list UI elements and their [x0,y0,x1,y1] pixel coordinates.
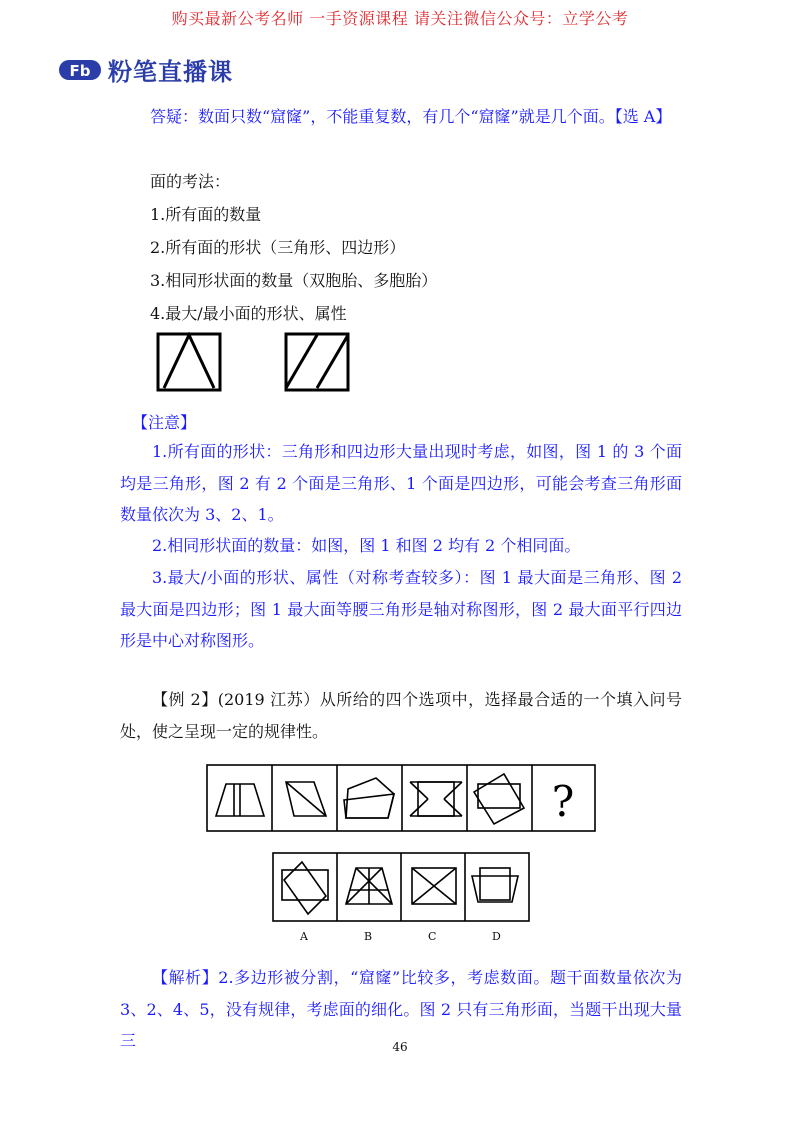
notice-paragraph-2: 2.相同形状面的数量：如图，图 1 和图 2 均有 2 个相同面。 [152,536,581,555]
method-item: 4.最大/最小面的形状、属性 [150,304,347,323]
notice-heading: 【注意】 [132,413,197,432]
method-item: 2.所有面的形状（三角形、四边形） [150,238,406,257]
notice-paragraph-3: 3.最大/小面的形状、属性（对称考查较多）：图 1 最大面是三角形、图 2 最大面是四边形；图 1 最大面等腰三角形是轴对称图形，图 2 最大面平行四边形是中心对称图形。 [120,568,682,650]
option-label-d: D [492,930,501,943]
answer-note: 答疑：数面只数“窟窿”，不能重复数，有几个“窟窿”就是几个面。【选 A】 [150,107,672,126]
logo-text: 粉笔直播课 [108,58,233,86]
question-mark: ? [551,777,575,826]
example-text: 【例 2】(2019 江苏）从所给的四个选项中，选择最合适的一个填入问号处，使之呈现一定的规律性。 [120,690,682,741]
option-label-b: B [364,930,373,943]
option-label-a: A [300,930,308,943]
notice-paragraph-1: 1.所有面的形状：三角形和四边形大量出现时考虑，如图，图 1 的 3 个面均是三角形，图 2 有 2 个面是三角形、1 个面是四边形，可能会考查三角形面数量依次为 3、2、1。 [120,442,682,524]
logo-mark-text: Fb [69,61,91,80]
figure-2 [284,332,354,394]
option-label-c: C [428,930,437,943]
logo [58,52,233,87]
analysis-text: 【解析】2.多边形被分割，“窟窿”比较多，考虑数面。题干面数量依次为3、2、4、5，没有规律，考虑面的细化。图 2 只有三角形面，当题干出现大量三 [120,968,682,1050]
options-figure-row [272,852,530,922]
header-banner: 购买最新公考名师 一手资源课程 请关注微信公众号：立学公考 [171,9,629,28]
method-item: 1.所有面的数量 [150,205,262,224]
fb-logo-icon [58,57,102,83]
methods-heading: 面的考法： [150,172,231,191]
figure-1 [156,332,226,394]
question-figure-row [206,764,596,832]
page-number: 46 [392,1040,408,1054]
method-item: 3.相同形状面的数量（双胞胎、多胞胎） [150,271,438,290]
